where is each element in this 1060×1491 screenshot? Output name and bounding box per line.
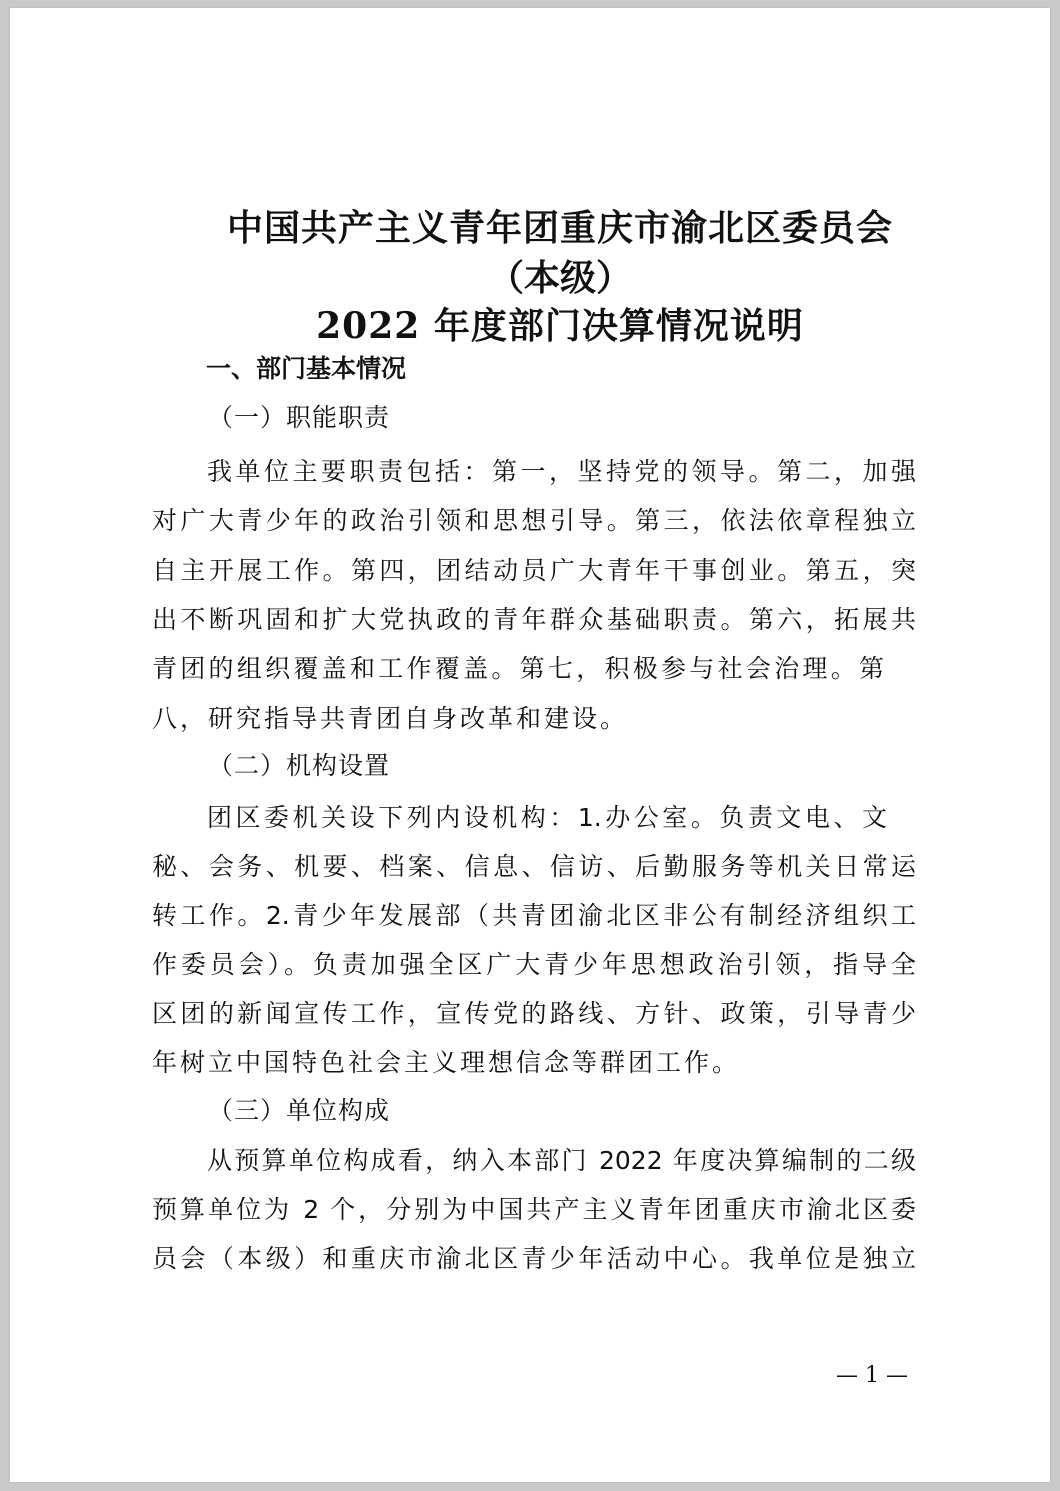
paragraph-line: 作委员会）。负责加强全区广大青少年思想政治引领，指导全 xyxy=(152,950,916,979)
section-heading-basic-info: 一、部门基本情况 xyxy=(206,354,407,383)
paragraph-line: 区团的新闻宣传工作，宣传党的路线、方针、政策，引导青少 xyxy=(152,999,916,1028)
paragraph-line: 出不断巩固和扩大党执政的青年群众基础职责。第六，拓展共 xyxy=(152,605,916,634)
paragraph-line: 自主开展工作。第四，团结动员广大青年干事创业。第五，突 xyxy=(152,556,916,585)
paragraph-line: 团区委机关设下列内设机构：1.办公室。负责文电、文 xyxy=(207,803,887,832)
paragraph-line: 员会（本级）和重庆市渝北区青少年活动中心。我单位是独立 xyxy=(152,1244,916,1273)
document-page xyxy=(10,8,1050,1482)
paragraph-line: 对广大青少年的政治引领和思想引导。第三，依法依章程独立 xyxy=(152,506,916,535)
paragraph-line: 年树立中国特色社会主义理想信念等群团工作。 xyxy=(152,1048,741,1077)
paragraph-line: 转工作。2.青少年发展部（共青团渝北区非公有制经济组织工 xyxy=(152,901,916,930)
paragraph-line: 我单位主要职责包括：第一，坚持党的领导。第二，加强 xyxy=(207,457,916,486)
subsection-heading-organization: （二）机构设置 xyxy=(208,751,391,780)
paragraph-line: 秘、会务、机要、档案、信息、信访、后勤服务等机关日常运 xyxy=(152,852,916,881)
document-title-line-2: （本级） xyxy=(487,257,632,299)
page-number: — 1 — xyxy=(836,1363,908,1388)
paragraph-line: 八，研究指导共青团自身改革和建设。 xyxy=(152,704,629,733)
subsection-heading-composition: （三）单位构成 xyxy=(208,1096,391,1125)
document-title-line-3: 2022 年度部门决算情况说明 xyxy=(316,305,804,347)
document-title-line-1: 中国共产主义青年团重庆市渝北区委员会 xyxy=(226,207,893,249)
paragraph-line: 预算单位为 2 个，分别为中国共产主义青年团重庆市渝北区委 xyxy=(152,1195,916,1224)
paragraph-line: 青团的组织覆盖和工作覆盖。第七，积极参与社会治理。第 xyxy=(152,654,884,683)
paragraph-line: 从预算单位构成看，纳入本部门 2022 年度决算编制的二级 xyxy=(207,1146,916,1175)
subsection-heading-duties: （一）职能职责 xyxy=(208,403,391,432)
